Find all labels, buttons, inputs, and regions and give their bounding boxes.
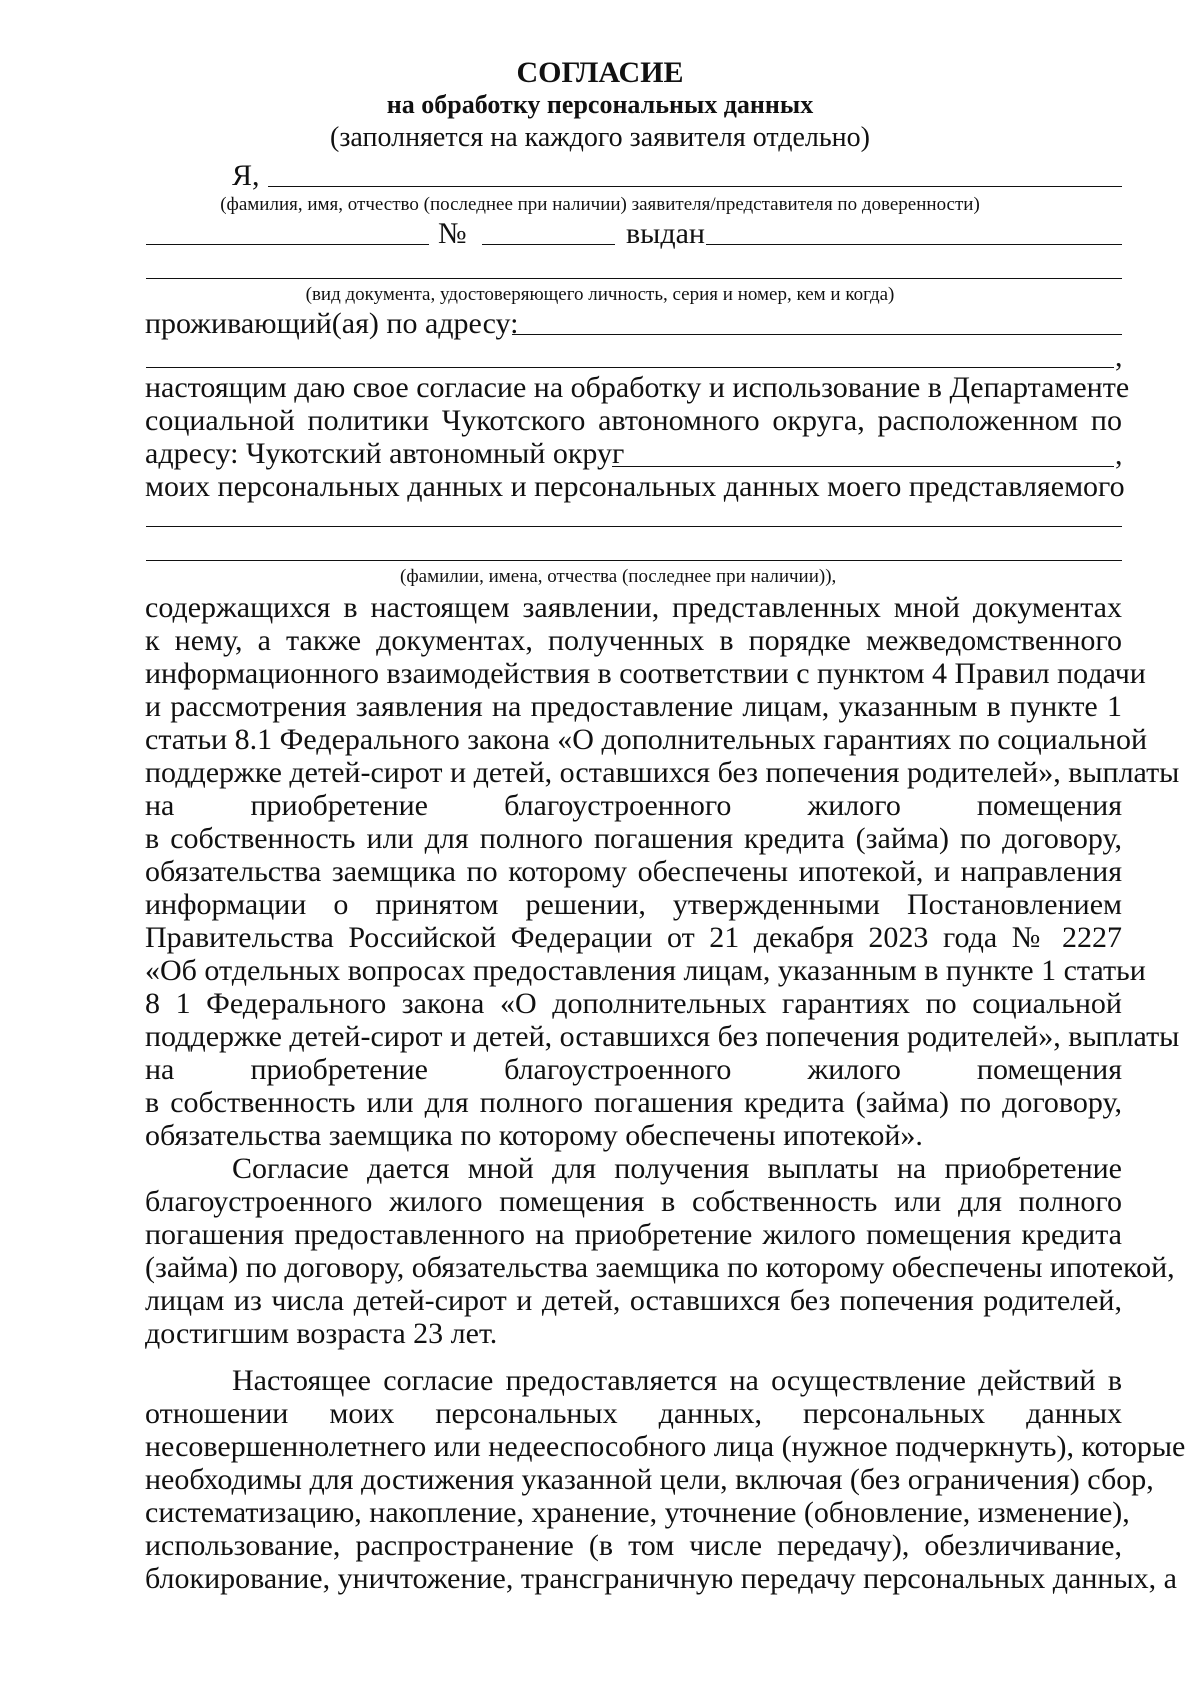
paragraph-line: систематизацию, накопление, хранение, уточнение (обновление, изменение), [145, 1496, 1130, 1529]
paragraph-line: Настоящее согласие предоставляется на осуществление действий в [232, 1364, 1122, 1397]
represented-person-field-line[interactable] [146, 526, 1122, 527]
ya-label: Я, [232, 159, 260, 192]
consent-line: социальной политики Чукотского автономного округа, расположенном по [145, 404, 1122, 437]
paragraph-line: (займа) по договору, обязательства заемщика по которому обеспечены ипотекой, [145, 1251, 1175, 1284]
paragraph-line: на приобретение благоустроенного жилого помещения [145, 789, 1122, 822]
consent-line: моих персональных данных и персональных данных моего представляемого [145, 470, 1125, 503]
paragraph-line: погашения предоставленного на приобретение жилого помещения кредита [145, 1218, 1122, 1251]
paragraph-line: 8 1 Федерального закона «О дополнительных гарантиях по социальной [145, 987, 1122, 1020]
document-note: (заполняется на каждого заявителя отдельно) [330, 122, 870, 153]
paragraph-line: содержащихся в настоящем заявлении, представленных мной документах [145, 591, 1122, 624]
consent-line: настоящим даю свое согласие на обработку и использование в Департаменте [145, 371, 1130, 404]
paragraph-line: в собственность или для полного погашения кредита (займа) по договору, [145, 1086, 1122, 1119]
paragraph-line: несовершеннолетнего или недееспособного лица (нужное подчеркнуть), которые [145, 1430, 1186, 1463]
number-label: № [438, 217, 467, 250]
paragraph-line: использование, распространение (в том числе передачу), обезличивание, [145, 1529, 1122, 1562]
issued-by-field-line[interactable] [706, 244, 1122, 245]
paragraph-line: и рассмотрения заявления на предоставление лицам, указанным в пункте 1 [145, 690, 1122, 723]
represented-caption: (фамилии, имена, отчества (последнее при наличии)), [400, 566, 837, 587]
paragraph-line: лицам из числа детей-сирот и детей, оставшихся без попечения родителей, [145, 1284, 1122, 1317]
consent-address-label: адресу: Чукотский автономный округ [145, 437, 625, 470]
represented-person-field-line-2[interactable] [146, 560, 1122, 561]
paragraph-line: «Об отдельных вопросах предоставления лицам, указанным в пункте 1 статьи [145, 954, 1146, 987]
paragraph-line: блокирование, уничтожение, трансграничную передачу персональных данных, а [145, 1562, 1177, 1595]
paragraph-line: отношении моих персональных данных, персональных данных [145, 1397, 1122, 1430]
document-caption: (вид документа, удостоверяющего личность, серия и номер, кем и когда) [305, 284, 895, 305]
paragraph-line: информации о принятом решении, утвержденными Постановлением [145, 888, 1122, 921]
address-label: проживающий(ая) по адресу: [145, 307, 519, 340]
paragraph-line: обязательства заемщика по которому обеспечены ипотекой». [145, 1119, 923, 1152]
paragraph-line: Согласие дается мной для получения выплаты на приобретение [232, 1152, 1122, 1185]
department-address-comma: , [1115, 438, 1123, 471]
document-title: СОГЛАСИЕ [516, 56, 684, 89]
paragraph-line: в собственность или для полного погашения кредита (займа) по договору, [145, 822, 1122, 855]
fio-caption: (фамилия, имя, отчество (последнее при наличии) заявителя/представителя по доверенности) [220, 194, 980, 215]
paragraph-line: необходимы для достижения указанной цели, включая (без ограничения) сбор, [145, 1463, 1154, 1496]
document-number-field-line[interactable] [482, 244, 615, 245]
paragraph-line: достигшим возраста 23 лет. [145, 1317, 498, 1350]
fio-field-line[interactable] [268, 186, 1122, 187]
issued-label: выдан [626, 217, 705, 250]
document-details-field-line[interactable] [146, 278, 1122, 279]
document-type-field-line[interactable] [146, 244, 429, 245]
paragraph-line: Правительства Российской Федерации от 21 декабря 2023 года № 2227 [145, 921, 1122, 954]
department-address-field-line[interactable] [612, 466, 1114, 467]
paragraph-line: благоустроенного жилого помещения в собственность или для полного [145, 1185, 1122, 1218]
address-field-line[interactable] [512, 334, 1122, 335]
document-subtitle: на обработку персональных данных [386, 90, 814, 119]
paragraph-line: статьи 8.1 Федерального закона «О дополнительных гарантиях по социальной [145, 723, 1148, 756]
address-comma: , [1115, 340, 1123, 373]
paragraph-line: к нему, а также документах, полученных в порядке межведомственного [145, 624, 1122, 657]
paragraph-line: на приобретение благоустроенного жилого помещения [145, 1053, 1122, 1086]
paragraph-line: информационного взаимодействия в соответствии с пунктом 4 Правил подачи [145, 657, 1146, 690]
paragraph-line: поддержке детей-сирот и детей, оставшихся без попечения родителей», выплаты [145, 756, 1180, 789]
paragraph-line: поддержке детей-сирот и детей, оставшихся без попечения родителей», выплаты [145, 1020, 1180, 1053]
paragraph-line: обязательства заемщика по которому обеспечены ипотекой, и направления [145, 855, 1122, 888]
address-continued-field-line[interactable] [146, 367, 1114, 368]
